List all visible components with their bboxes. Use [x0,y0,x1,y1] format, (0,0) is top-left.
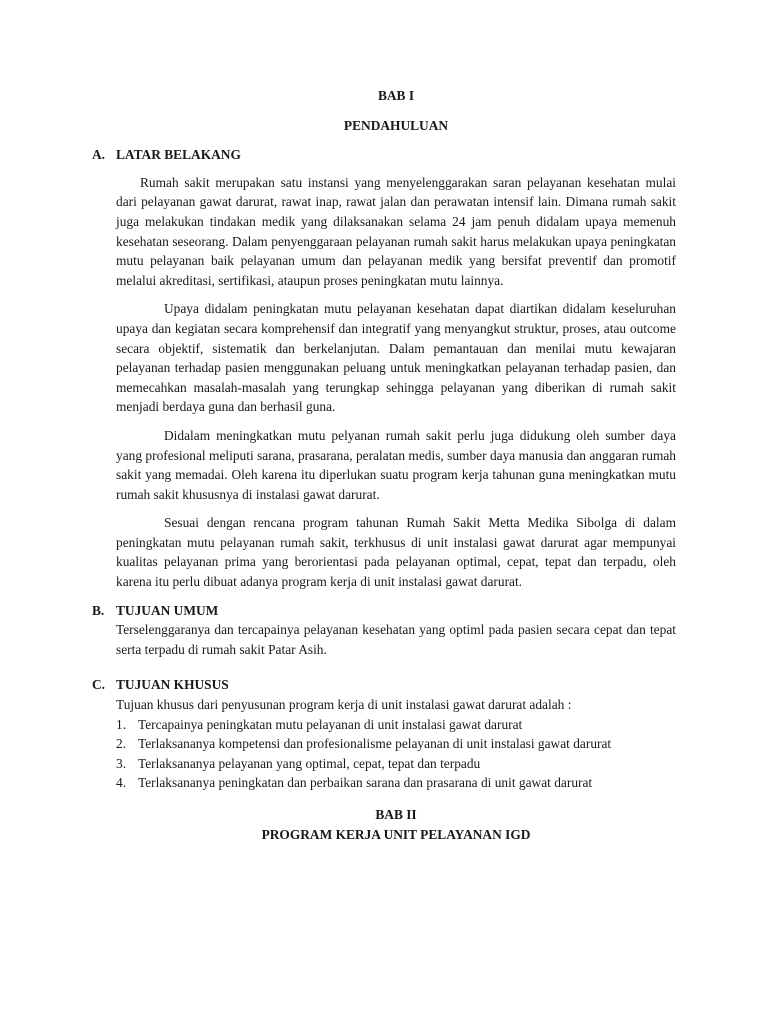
list-item-number: 3. [116,755,127,771]
section-a-title: LATAR BELAKANG [116,147,241,163]
list-item-number: 1. [116,716,127,732]
document-page [92,86,676,844]
chapter-1-title: BAB I [377,88,415,103]
list-item [116,734,676,754]
list-item-text: Terlaksananya peningkatan dan perbaikan sarana dan prasarana di unit gawat darurat [138,775,593,791]
list-item-text: Tercapainya peningkatan mutu pelayanan di unit instalasi gawat darurat [138,716,523,732]
general-objective-text: Terselenggaranya dan tercapainya pelayanan kesehatan yang optiml pada pasien secara cepat dan tepat serta terpadu di rumah sakit Patar Asih. [116,622,676,657]
list-item [116,715,676,735]
background-paragraph-2: Upaya didalam peningkatan mutu pelayanan kesehatan dapat diartikan didalam keseluruhan upaya dan kegiatan secara komprehensif dan integratif yang menyangkut struktur, proses, atau outcome secara objektif, sistematik dan berkelanjutan. Dalam pemantauan dan menilai mutu kewajaran pelayanan terhadap pasien menggunakan peluang untuk meningkatkan pelayanan terhadap pasien, dan memecahkan masalah-masalah yang terungkap sehingga pelayanan yang diberikan di rumah sakit menjadi berdaya guna dan berhasil guna. [116,301,676,415]
specific-objectives-list [116,715,676,793]
background-paragraph-4: Sesuai dengan rencana program tahunan Rumah Sakit Metta Medika Sibolga di dalam peningkatan mutu pelayanan rumah sakit, terkhusus di unit instalasi gawat darurat agar mempunyai kualitas pelayanan prima yang berorientasi pada pelayanan optimal, cepat, tepat dan terpadu, oleh karena itu perlu dibuat adanya program kerja di unit instalasi gawat darurat. [116,515,676,590]
specific-objective-intro: Tujuan khusus dari penyusunan program kerja di unit instalasi gawat darurat adalah : [116,697,572,713]
list-item-number: 4. [116,775,127,791]
section-a-letter: A. [92,147,106,163]
list-item-text: Terlaksananya kompetensi dan profesionalisme pelayanan di unit instalasi gawat darurat [138,736,612,752]
section-b-letter: B. [92,602,105,618]
section-b-title: TUJUAN UMUM [116,602,219,618]
list-item [116,754,676,774]
list-item-text: Terlaksananya pelayanan yang optimal, cepat, tepat dan terpadu [138,755,481,771]
section-b-heading [92,601,676,621]
section-a-heading [92,145,676,165]
section-c-title: TUJUAN KHUSUS [116,677,229,693]
list-item [116,773,676,793]
background-paragraph-1: Rumah sakit merupakan satu instansi yang menyelenggarakan saran pelayanan kesehatan mulai dari pelayanan gawat darurat, rawat inap, rawat jalan dan perawatan intensif lain. Dimana rumah sakit juga melakukan tindakan medik yang dilaksanakan selama 24 jam penuh didalam upaya memenuh kesehatan seseorang. Dalam penyenggaraan pelayanan rumah sakit harus melakukan upaya peningkatan mutu pelayanan baik pelayanan umum dan pelayanan medik yang bersifat preventif dan promotif melalui akreditasi, sertifikasi, ataupun proses peningkatan mutu lainnya. [116,174,676,288]
background-paragraph-3: Didalam meningkatkan mutu pelyanan rumah sakit perlu juga didukung oleh sumber daya yang profesional meliputi sarana, prasarana, peralatan medis, sumber daya manusia dan anggaran rumah sakit yang memadai. Oleh karena itu diperlukan suatu program kerja tahunan guna meningkatkan mutu rumah sakit khususnya di instalasi gawat darurat. [116,427,676,502]
section-c-heading [92,675,676,695]
chapter-1-subtitle: PENDAHULUAN [343,117,449,133]
chapter-2-title: BAB II [375,807,417,822]
chapter-2-subtitle: PROGRAM KERJA UNIT PELAYANAN IGD [261,826,531,842]
section-c-letter: C. [92,677,106,693]
list-item-number: 2. [116,736,127,752]
